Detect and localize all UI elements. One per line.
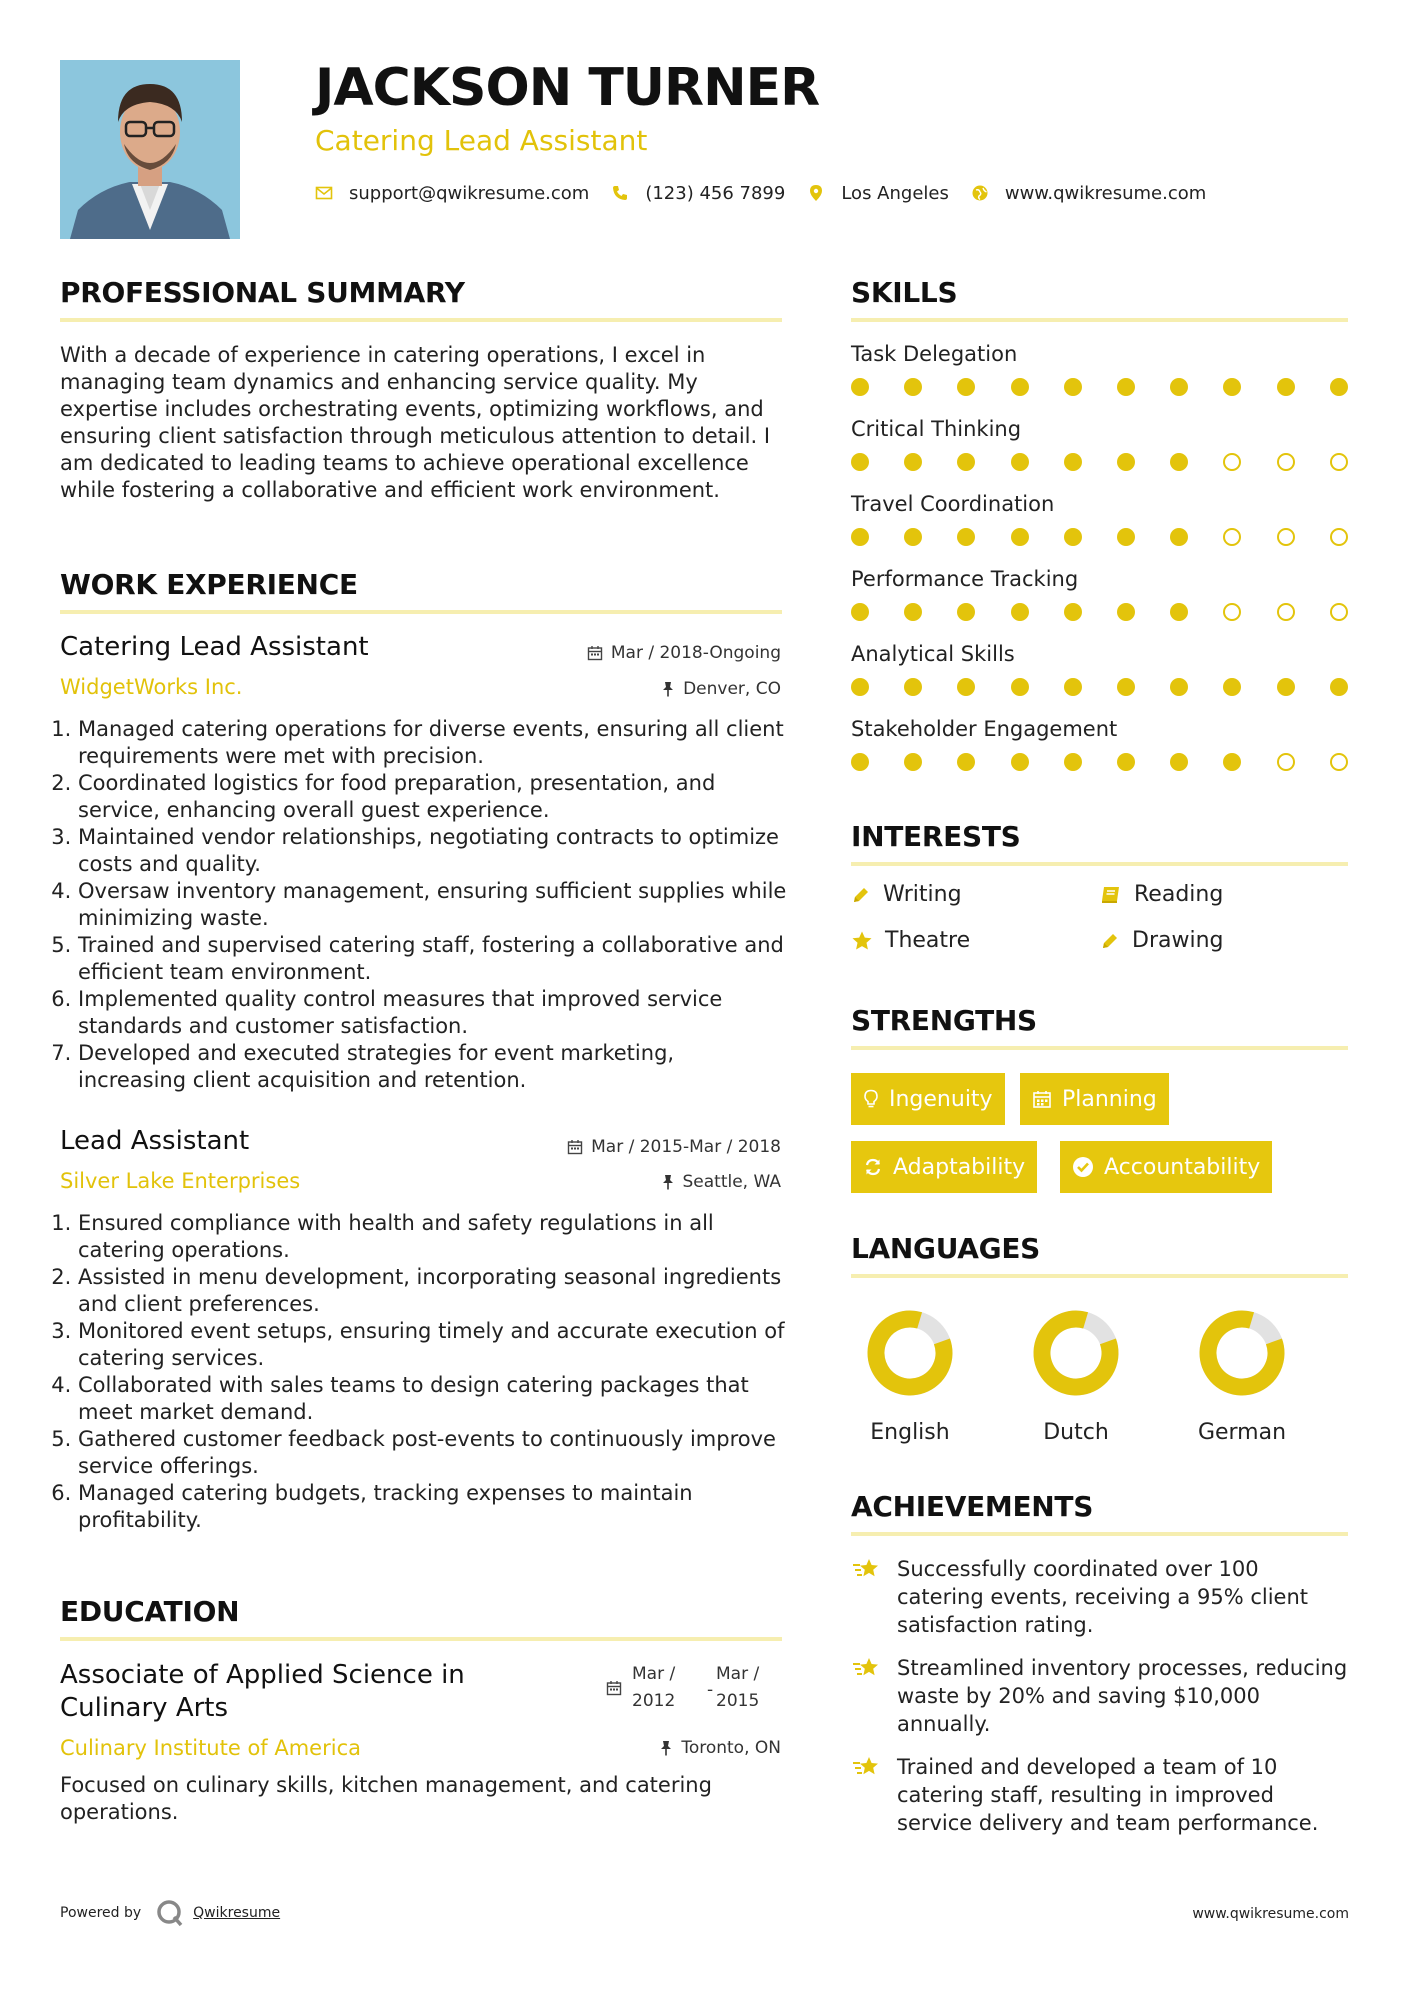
language-name: English	[870, 1420, 950, 1445]
achievement-item	[851, 1654, 1351, 1738]
rating-dot-filled	[1011, 678, 1029, 696]
rating-dot-filled	[1064, 378, 1082, 396]
rating-dot-filled	[851, 678, 869, 696]
job-dates	[587, 643, 781, 663]
rating-dot-empty	[1277, 528, 1295, 546]
skill-item	[851, 490, 1349, 548]
rating-dot-filled	[1064, 603, 1082, 621]
phone-icon	[611, 184, 629, 202]
ring-fill	[1198, 1309, 1285, 1396]
rating-dot-empty	[1330, 753, 1348, 771]
rating-dot-filled	[1117, 453, 1135, 471]
phone-text: (123) 456 7899	[645, 182, 786, 204]
rating-dot-filled	[1170, 678, 1188, 696]
qwikresume-link[interactable]: Qwikresume	[193, 1905, 281, 1921]
skill-item	[851, 340, 1349, 398]
rating-dot-filled	[1064, 753, 1082, 771]
education-divider	[60, 1637, 782, 1641]
rating-dot-filled	[1330, 678, 1348, 696]
pencil-icon	[851, 885, 871, 905]
school-name: Culinary Institute of America	[60, 1736, 361, 1760]
email-text: support@qwikresume.com	[349, 182, 590, 204]
list-item: 1. Ensured compliance with health and safety regulations in all catering operations.	[78, 1210, 788, 1264]
candidate-name: JACKSON TURNER	[315, 58, 820, 118]
check-circle-icon	[1072, 1156, 1094, 1178]
list-item: 5. Trained and supervised catering staff, fostering a collaborative and efficient team environment.	[78, 932, 788, 986]
skill-rating	[851, 528, 1349, 548]
language-item	[1172, 1308, 1312, 1445]
interest-label: Drawing	[1132, 928, 1224, 953]
skills-divider	[851, 318, 1348, 322]
rating-dot-filled	[1064, 678, 1082, 696]
company-name: Silver Lake Enterprises	[60, 1169, 301, 1193]
skill-rating	[851, 378, 1349, 398]
list-item: 4. Collaborated with sales teams to design catering packages that meet market demand.	[78, 1372, 788, 1426]
job-dates	[567, 1137, 781, 1157]
rating-dot-filled	[1011, 378, 1029, 396]
calendar-icon	[606, 1680, 622, 1696]
interests-divider	[851, 862, 1348, 866]
skill-name: Critical Thinking	[851, 417, 1022, 441]
rating-dot-filled	[1117, 678, 1135, 696]
book-icon	[1100, 885, 1122, 905]
rating-dot-filled	[1117, 528, 1135, 546]
summary-text: With a decade of experience in catering operations, I excel in managing team dynamics and enhancing service quality. My expertise includes orchestrating events, optimizing workflows, and ensuring client satisfaction through meticulous attention to detail. I am dedicated to leading teams to achieve operational excellence while fostering a collaborative and efficient work environment.	[60, 343, 771, 502]
languages-divider	[851, 1274, 1348, 1278]
rating-dot-empty	[1223, 528, 1241, 546]
list-item: 1. Managed catering operations for diverse events, ensuring all client requirements were met with precision.	[78, 716, 788, 770]
calendar-icon	[1032, 1089, 1052, 1109]
language-name: German	[1197, 1420, 1287, 1445]
pencil-icon	[1100, 931, 1120, 951]
rating-dot-filled	[1064, 528, 1082, 546]
contact-email[interactable]	[315, 183, 589, 204]
rating-dot-filled	[1170, 753, 1188, 771]
strength-label: Planning	[1062, 1086, 1157, 1112]
list-item: 6. Implemented quality control measures that improved service standards and customer satisfaction.	[78, 986, 788, 1040]
rating-dot-filled	[1011, 603, 1029, 621]
rating-dot-empty	[1277, 753, 1295, 771]
calendar-icon	[587, 645, 603, 661]
skill-rating	[851, 603, 1349, 623]
job-responsibilities	[60, 1210, 788, 1534]
contact-website[interactable]	[971, 183, 1206, 204]
edu-end-year: 2015	[716, 1691, 760, 1711]
rating-dot-filled	[1170, 528, 1188, 546]
skill-name: Stakeholder Engagement	[851, 717, 1118, 741]
rating-dot-filled	[1223, 378, 1241, 396]
candidate-role: Catering Lead Assistant	[315, 124, 648, 157]
summary-heading: PROFESSIONAL SUMMARY	[60, 276, 465, 309]
achievement-text: Streamlined inventory processes, reducing waste by 20% and saving $10,000 annually.	[897, 1656, 1348, 1736]
list-item: 6. Managed catering budgets, tracking expenses to maintain profitability.	[78, 1480, 788, 1534]
list-item: 3. Monitored event setups, ensuring timely and accurate execution of catering services.	[78, 1318, 788, 1372]
interest-label: Reading	[1134, 882, 1224, 907]
job-dates-text: Mar / 2015-Mar / 2018	[591, 1137, 781, 1157]
rating-dot-empty	[1277, 453, 1295, 471]
rating-dot-filled	[1330, 378, 1348, 396]
degree-title	[60, 1659, 465, 1725]
summary-divider	[60, 318, 782, 322]
strengths-heading: STRENGTHS	[851, 1004, 1037, 1037]
skill-name: Task Delegation	[851, 342, 1018, 366]
rating-dot-filled	[957, 453, 975, 471]
job-location	[661, 679, 781, 699]
star-icon	[851, 930, 873, 952]
rating-dot-filled	[1117, 603, 1135, 621]
rating-dot-empty	[1330, 453, 1348, 471]
job-location	[661, 1172, 782, 1192]
rating-dot-filled	[904, 378, 922, 396]
list-item: 7. Developed and executed strategies for event marketing, increasing client acquisition and retention.	[78, 1040, 788, 1094]
rating-dot-filled	[851, 753, 869, 771]
achievement-item	[851, 1753, 1351, 1837]
rating-dot-filled	[904, 603, 922, 621]
contact-bar	[315, 178, 1228, 208]
strength-tag	[1060, 1141, 1272, 1193]
rating-dot-filled	[904, 453, 922, 471]
rating-dot-filled	[1011, 528, 1029, 546]
interest-label: Theatre	[885, 928, 971, 953]
interest-label: Writing	[883, 882, 962, 907]
education-heading: EDUCATION	[60, 1595, 240, 1628]
skill-name: Travel Coordination	[851, 492, 1055, 516]
achievements-divider	[851, 1532, 1348, 1536]
rating-dot-filled	[1011, 753, 1029, 771]
strengths-divider	[851, 1046, 1348, 1050]
rating-dot-empty	[1330, 528, 1348, 546]
rating-dot-empty	[1223, 453, 1241, 471]
job-title: Lead Assistant	[60, 1126, 250, 1156]
list-item: 2. Coordinated logistics for food preparation, presentation, and service, enhancing overall guest experience.	[78, 770, 788, 824]
rating-dot-filled	[1064, 453, 1082, 471]
skills-heading: SKILLS	[851, 276, 958, 309]
location-text: Los Angeles	[841, 182, 949, 204]
skill-rating	[851, 678, 1349, 698]
language-level-ring	[865, 1308, 955, 1398]
pin-icon	[659, 1740, 673, 1756]
interest-item	[851, 882, 962, 907]
language-level-ring	[1031, 1308, 1121, 1398]
rating-dot-filled	[1170, 378, 1188, 396]
rating-dot-filled	[904, 528, 922, 546]
rating-dot-filled	[1117, 753, 1135, 771]
interest-item	[851, 928, 970, 953]
list-item: 3. Maintained vendor relationships, negotiating contracts to optimize costs and quality.	[78, 824, 788, 878]
experience-heading: WORK EXPERIENCE	[60, 568, 358, 601]
edu-start-date	[632, 1661, 675, 1715]
date-separator: -	[707, 1680, 714, 1700]
company-name: WidgetWorks Inc.	[60, 675, 243, 699]
strength-tag	[851, 1073, 1005, 1125]
refresh-icon	[863, 1157, 883, 1177]
skill-item	[851, 565, 1349, 623]
list-item: 5. Gathered customer feedback post-events to continuously improve service offerings.	[78, 1426, 788, 1480]
rating-dot-filled	[1277, 378, 1295, 396]
language-level-ring	[1197, 1308, 1287, 1398]
skill-item	[851, 715, 1349, 773]
qwikresume-logo-icon	[155, 1898, 185, 1928]
achievements-heading: ACHIEVEMENTS	[851, 1490, 1094, 1523]
languages-heading: LANGUAGES	[851, 1232, 1041, 1265]
job-location-text: Seattle, WA	[682, 1172, 781, 1192]
achievement-text: Successfully coordinated over 100 catering events, receiving a 95% client satisfaction rating.	[897, 1557, 1308, 1637]
footer-powered-by	[60, 1898, 280, 1928]
rating-dot-empty	[1223, 603, 1241, 621]
interest-item	[1100, 928, 1223, 953]
envelope-icon	[315, 184, 333, 202]
strength-label: Ingenuity	[889, 1086, 993, 1112]
rating-dot-filled	[957, 528, 975, 546]
language-item	[1006, 1308, 1146, 1445]
skill-item	[851, 415, 1349, 473]
rating-dot-filled	[957, 603, 975, 621]
skill-rating	[851, 453, 1349, 473]
edu-end-date	[716, 1661, 759, 1715]
language-item	[840, 1308, 980, 1445]
rating-dot-filled	[1223, 753, 1241, 771]
rating-dot-filled	[1117, 378, 1135, 396]
rating-dot-filled	[851, 528, 869, 546]
edu-start-year: 2012	[632, 1691, 676, 1711]
pin-icon	[661, 1174, 675, 1190]
rating-dot-filled	[1011, 453, 1029, 471]
edu-location	[659, 1738, 781, 1758]
job-title: Catering Lead Assistant	[60, 632, 369, 662]
rating-dot-filled	[957, 378, 975, 396]
job-dates-text: Mar / 2018-Ongoing	[610, 643, 781, 663]
website-text: www.qwikresume.com	[1004, 182, 1207, 204]
job-responsibilities	[60, 716, 788, 1094]
rating-dot-empty	[1330, 603, 1348, 621]
strength-tag	[851, 1141, 1037, 1193]
star-trophy-icon	[851, 1557, 883, 1583]
contact-location	[807, 183, 949, 204]
rating-dot-filled	[957, 678, 975, 696]
list-item: 4. Oversaw inventory management, ensuring sufficient supplies while minimizing waste.	[78, 878, 788, 932]
education-description: Focused on culinary skills, kitchen management, and catering operations.	[60, 1773, 712, 1824]
footer-url[interactable]: www.qwikresume.com	[1192, 1906, 1349, 1922]
skill-name: Analytical Skills	[851, 642, 1015, 666]
rating-dot-filled	[851, 378, 869, 396]
strength-label: Adaptability	[893, 1154, 1026, 1180]
strength-label: Accountability	[1104, 1154, 1261, 1180]
rating-dot-empty	[1277, 603, 1295, 621]
powered-by-label: Powered by	[60, 1905, 142, 1921]
achievement-text: Trained and developed a team of 10 catering staff, resulting in improved service delivery and team performance.	[897, 1755, 1319, 1835]
rating-dot-filled	[1170, 453, 1188, 471]
star-trophy-icon	[851, 1656, 883, 1682]
rating-dot-filled	[851, 453, 869, 471]
rating-dot-filled	[851, 603, 869, 621]
skill-rating	[851, 753, 1349, 773]
calendar-icon	[567, 1139, 583, 1155]
globe-icon	[971, 184, 989, 202]
edu-start-month: Mar /	[632, 1664, 676, 1684]
rating-dot-filled	[904, 678, 922, 696]
rating-dot-filled	[1277, 678, 1295, 696]
experience-divider	[60, 610, 782, 614]
rating-dot-filled	[1223, 678, 1241, 696]
map-pin-icon	[807, 184, 825, 202]
job-location-text: Denver, CO	[683, 679, 781, 699]
ring-fill	[866, 1309, 953, 1396]
skill-name: Performance Tracking	[851, 567, 1079, 591]
degree-line: Culinary Arts	[60, 1693, 229, 1723]
star-trophy-icon	[851, 1755, 883, 1781]
ring-fill	[1032, 1309, 1119, 1396]
strength-tag	[1020, 1073, 1169, 1125]
language-name: Dutch	[1043, 1420, 1109, 1445]
pin-icon	[661, 681, 675, 697]
list-item: 2. Assisted in menu development, incorporating seasonal ingredients and client preferences.	[78, 1264, 788, 1318]
skill-item	[851, 640, 1349, 698]
achievement-item	[851, 1555, 1351, 1639]
profile-photo	[60, 60, 240, 239]
rating-dot-filled	[904, 753, 922, 771]
interests-heading: INTERESTS	[851, 820, 1021, 853]
rating-dot-filled	[957, 753, 975, 771]
lightbulb-icon	[863, 1089, 879, 1109]
degree-line: Associate of Applied Science in	[60, 1660, 465, 1690]
interest-item	[1100, 882, 1223, 907]
rating-dot-filled	[1170, 603, 1188, 621]
contact-phone[interactable]	[611, 183, 785, 204]
edu-location-text: Toronto, ON	[681, 1738, 781, 1758]
edu-end-month: Mar /	[716, 1664, 760, 1684]
